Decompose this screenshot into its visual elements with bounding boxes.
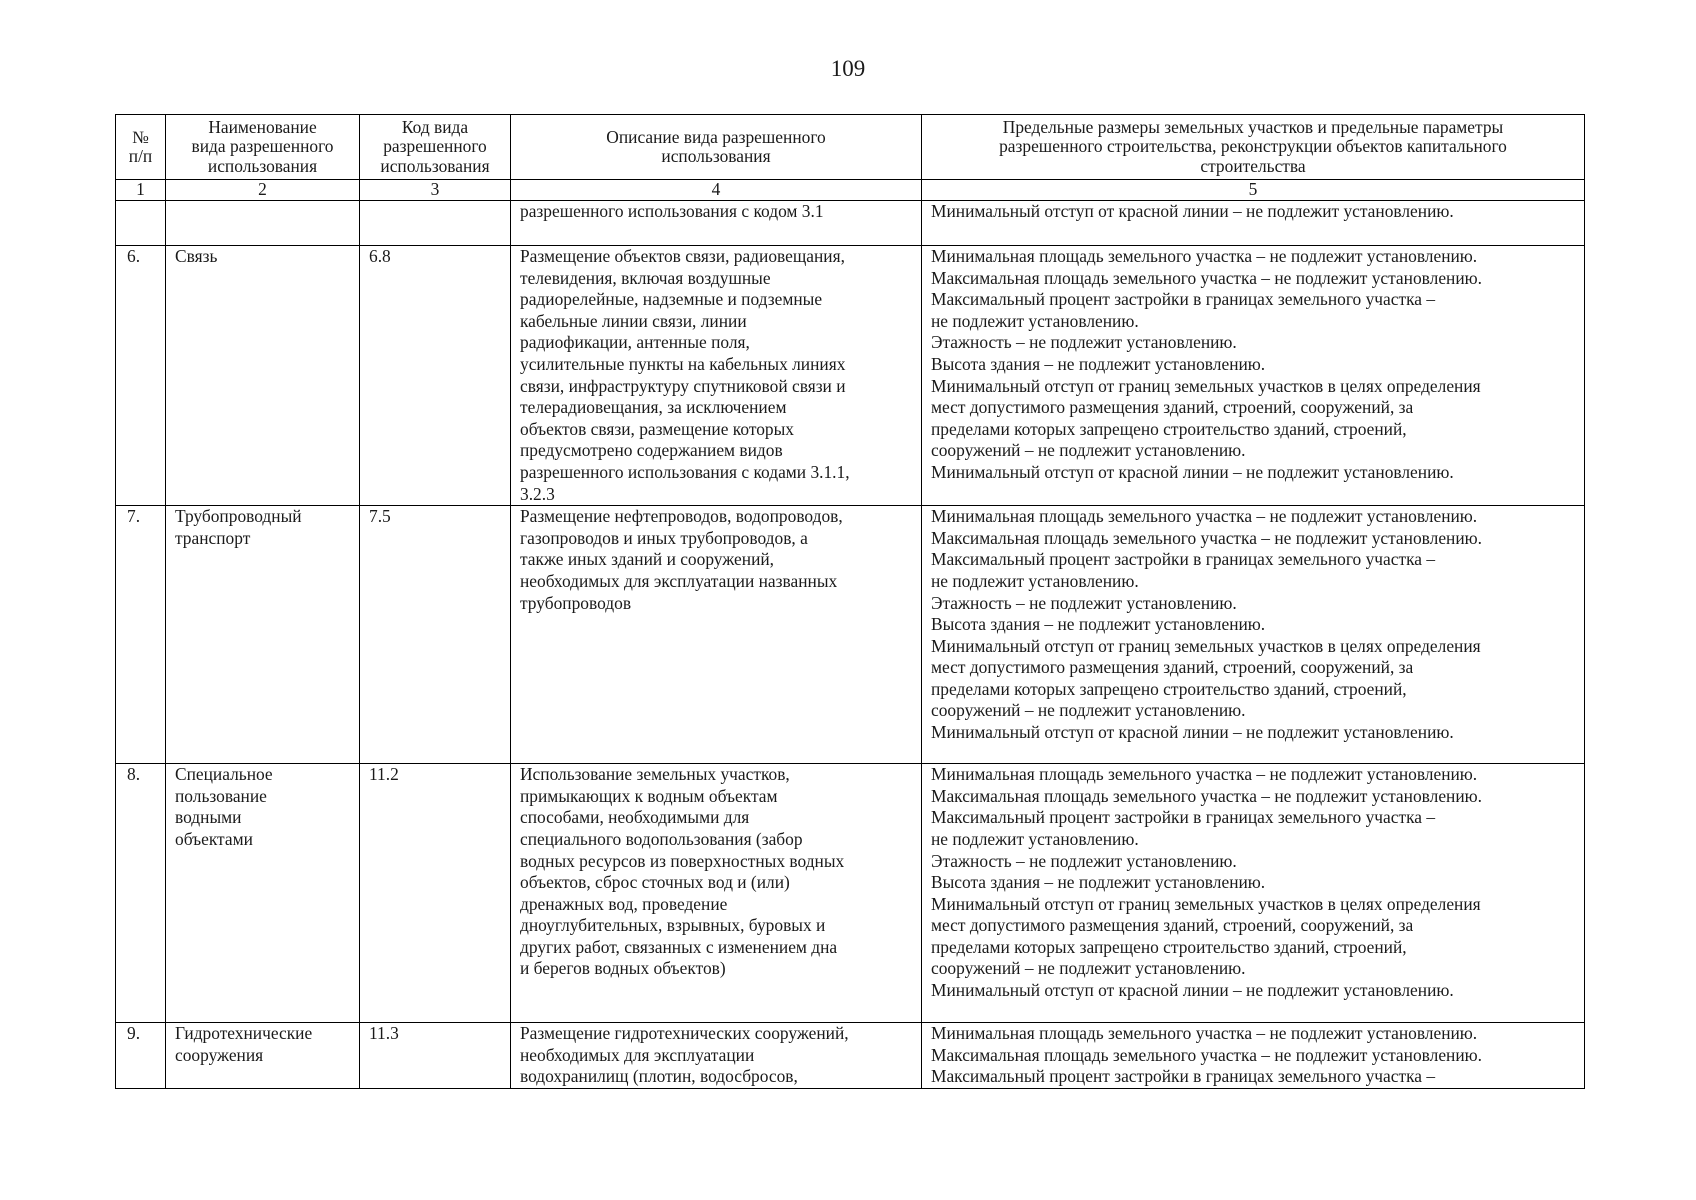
text-line: Максимальная площадь земельного участка – не подлежит установлению. — [931, 527, 1482, 548]
text-line: использования — [661, 146, 771, 166]
use-name-cell — [166, 1023, 360, 1089]
text-line: пределами которых запрещено строительство зданий, строений, — [931, 936, 1407, 957]
text-line: Минимальный отступ от красной линии – не подлежит установлению. — [931, 722, 1454, 743]
text-line: мест допустимого размещения зданий, строений, сооружений, за — [931, 657, 1414, 678]
description-cell — [511, 1023, 922, 1089]
column-index: 5 — [922, 180, 1585, 201]
text-line: использования — [207, 155, 318, 176]
text-line: Максимальная площадь земельного участка – не подлежит установлению. — [931, 1044, 1482, 1065]
table-row — [116, 506, 1585, 764]
text-line: использования — [380, 155, 490, 176]
text-line: 3.2.3 — [520, 483, 555, 504]
text-line: Трубопроводный — [175, 506, 302, 527]
text-line: необходимых для эксплуатации названных — [520, 570, 838, 591]
text-line: Наименование — [208, 116, 317, 137]
text-line: Минимальный отступ от границ земельных участков в целях определения — [931, 893, 1481, 914]
header-use-name — [166, 115, 360, 180]
text-line: кабельные линии связи, линии — [520, 310, 747, 331]
text-line: № — [132, 126, 149, 147]
table-row — [116, 246, 1585, 506]
text-line: Максимальная площадь земельного участка – не подлежит установлению. — [931, 267, 1482, 288]
text-line: Максимальный процент застройки в границах земельного участка – — [931, 1066, 1436, 1087]
header-use-code — [360, 115, 511, 180]
text-line: водных ресурсов из поверхностных водных — [520, 850, 845, 871]
table-row — [116, 1023, 1585, 1089]
text-line: сооружений – не подлежит установлению. — [931, 440, 1246, 461]
text-line: Высота здания – не подлежит установлению. — [931, 872, 1266, 893]
description-cell — [511, 201, 922, 246]
use-code-cell — [360, 201, 511, 246]
text-line: Минимальный отступ от границ земельных участков в целях определения — [931, 635, 1481, 656]
text-line: Минимальная площадь земельного участка – не подлежит установлению. — [931, 764, 1478, 785]
table-row — [116, 764, 1585, 1023]
text-line: мест допустимого размещения зданий, строений, сооружений, за — [931, 397, 1414, 418]
text-line: не подлежит установлению. — [931, 310, 1139, 331]
text-line: газопроводов и иных трубопроводов, а — [520, 527, 808, 548]
limit-params-cell — [922, 506, 1585, 764]
table-header-row — [116, 115, 1585, 180]
text-line: Высота здания – не подлежит установлению. — [931, 353, 1266, 374]
text-line: Минимальная площадь земельного участка – не подлежит установлению. — [931, 246, 1478, 266]
text-line: Описание вида разрешенного — [606, 126, 826, 147]
use-name-cell — [166, 246, 360, 506]
text-line: телевидения, включая воздушные — [520, 267, 771, 288]
text-line: Связь — [175, 246, 218, 266]
use-code-cell: 7.5 — [360, 506, 511, 764]
text-line: Минимальная площадь земельного участка – не подлежит установлению. — [931, 506, 1478, 527]
text-line: также иных зданий и сооружений, — [520, 549, 775, 570]
text-line: разрешенного использования с кодом 3.1 — [520, 201, 824, 221]
text-line: объектами — [175, 828, 253, 849]
text-line: необходимых для эксплуатации — [520, 1044, 755, 1065]
use-code-cell: 6.8 — [360, 246, 511, 506]
text-line: и берегов водных объектов) — [520, 958, 726, 979]
column-index: 4 — [511, 180, 922, 201]
text-line: связи, инфраструктуру спутниковой связи и — [520, 375, 846, 396]
column-index: 2 — [166, 180, 360, 201]
text-line: разрешенного — [383, 136, 487, 157]
text-line: пределами которых запрещено строительство зданий, строений, — [931, 418, 1407, 439]
text-line: Код вида — [401, 116, 469, 137]
text-line: не подлежит установлению. — [931, 828, 1139, 849]
text-line: Минимальный отступ от границ земельных участков в целях определения — [931, 375, 1481, 396]
text-line: Минимальная площадь земельного участка – не подлежит установлению. — [931, 1023, 1478, 1044]
column-index-row — [116, 180, 1585, 201]
text-line: способами, необходимыми для — [520, 807, 750, 828]
text-line: Использование земельных участков, — [520, 764, 790, 785]
use-code-cell: 11.2 — [360, 764, 511, 1023]
text-line: Этажность – не подлежит установлению. — [931, 332, 1237, 353]
description-cell — [511, 506, 922, 764]
text-line: примыкающих к водным объектам — [520, 785, 778, 806]
text-line: Этажность – не подлежит установлению. — [931, 592, 1237, 613]
text-line: сооружения — [175, 1044, 264, 1065]
text-line: Минимальный отступ от красной линии – не подлежит установлению. — [931, 201, 1454, 221]
description-cell — [511, 246, 922, 506]
text-line: транспорт — [175, 527, 251, 548]
use-name-cell — [166, 506, 360, 764]
text-line: сооружений – не подлежит установлению. — [931, 700, 1246, 721]
text-line: объектов связи, размещение которых — [520, 418, 794, 439]
use-code-cell: 11.3 — [360, 1023, 511, 1089]
text-line: Размещение гидротехнических сооружений, — [520, 1023, 849, 1044]
text-line: пользование — [175, 785, 267, 806]
text-line: Этажность – не подлежит установлению. — [931, 850, 1237, 871]
text-line: не подлежит установлению. — [931, 570, 1139, 591]
text-line: специального водопользования (забор — [520, 828, 803, 849]
page-number: 109 — [830, 56, 866, 81]
text-line: радиорелейные, надземные и подземные — [520, 289, 823, 310]
table-row — [116, 201, 1585, 246]
permitted-use-table — [115, 114, 1585, 1089]
text-line: других работ, связанных с изменением дна — [520, 936, 838, 957]
text-line: водохранилищ (плотин, водосбросов, — [520, 1066, 798, 1087]
limit-params-cell — [922, 246, 1585, 506]
text-line: Минимальный отступ от красной линии – не подлежит установлению. — [931, 461, 1454, 482]
row-number: 9. — [116, 1023, 166, 1089]
row-number — [116, 201, 166, 246]
text-line: радиофикации, антенные поля, — [520, 332, 750, 353]
text-line: Минимальный отступ от красной линии – не подлежит установлению. — [931, 980, 1454, 1001]
text-line: строительства — [1200, 155, 1306, 176]
text-line: Максимальный процент застройки в границах земельного участка – — [931, 807, 1436, 828]
text-line: мест допустимого размещения зданий, строений, сооружений, за — [931, 915, 1414, 936]
text-line: разрешенного использования с кодами 3.1.1, — [520, 461, 850, 482]
text-line: пределами которых запрещено строительство зданий, строений, — [931, 678, 1407, 699]
text-line: телерадиовещания, за исключением — [520, 397, 787, 418]
text-line: предусмотрено содержанием видов — [520, 440, 783, 461]
text-line: Максимальная площадь земельного участка – не подлежит установлению. — [931, 785, 1482, 806]
header-description — [511, 115, 922, 180]
row-number: 8. — [116, 764, 166, 1023]
text-line: дренажных вод, проведение — [520, 893, 728, 914]
text-line: водными — [175, 807, 242, 828]
limit-params-cell — [922, 1023, 1585, 1089]
text-line: трубопроводов — [520, 592, 632, 613]
header-number — [116, 115, 166, 180]
text-line: п/п — [128, 146, 153, 166]
column-index: 3 — [360, 180, 511, 201]
limit-params-cell — [922, 201, 1585, 246]
text-line: вида разрешенного — [191, 136, 334, 157]
text-line: сооружений – не подлежит установлению. — [931, 958, 1246, 979]
text-line: разрешенного строительства, реконструкции объектов капитального — [999, 136, 1507, 157]
text-line: Специальное — [175, 764, 273, 785]
header-limit-params — [922, 115, 1585, 180]
description-cell — [511, 764, 922, 1023]
limit-params-cell — [922, 764, 1585, 1023]
text-line: Размещение нефтепроводов, водопроводов, — [520, 506, 843, 527]
text-line: дноуглубительных, взрывных, буровых и — [520, 915, 826, 936]
text-line: Максимальный процент застройки в границах земельного участка – — [931, 289, 1436, 310]
text-line: усилительные пункты на кабельных линиях — [520, 353, 846, 374]
use-name-cell — [166, 764, 360, 1023]
text-line: Гидротехнические — [175, 1023, 313, 1044]
column-index: 1 — [116, 180, 166, 201]
text-line: объектов, сброс сточных вод и (или) — [520, 872, 790, 893]
text-line: Предельные размеры земельных участков и предельные параметры — [1002, 116, 1504, 137]
text-line: Высота здания – не подлежит установлению. — [931, 614, 1266, 635]
row-number: 6. — [116, 246, 166, 506]
text-line: Размещение объектов связи, радиовещания, — [520, 246, 845, 266]
text-line: Максимальный процент застройки в границах земельного участка – — [931, 549, 1436, 570]
use-name-cell — [166, 201, 360, 246]
row-number: 7. — [116, 506, 166, 764]
